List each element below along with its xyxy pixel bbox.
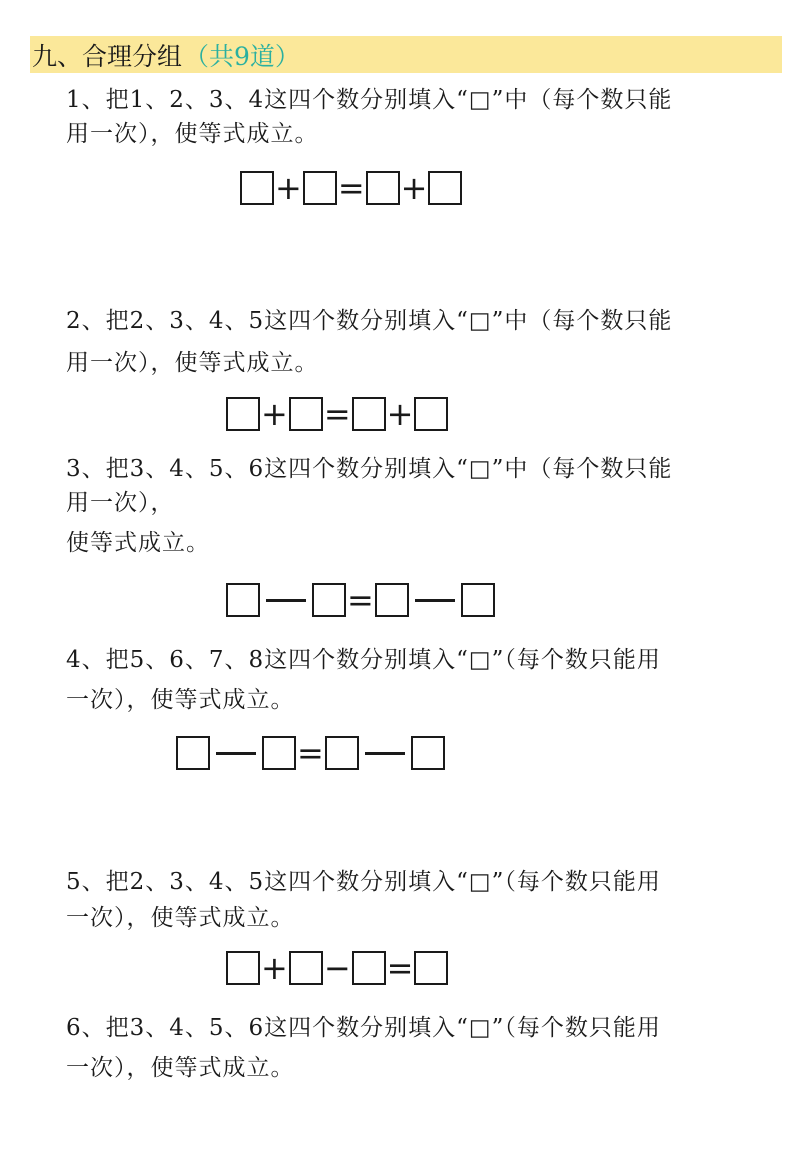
equals-sign: =: [386, 949, 414, 987]
section-title: 九、合理分组: [32, 41, 183, 71]
equation-2: [226, 394, 448, 434]
question-2-line-1: 2、把2、3、4、5这四个数分别填入“□”中（每个数只能: [66, 308, 673, 334]
answer-box[interactable]: [240, 171, 274, 205]
question-3-line-2: 用一次），: [66, 490, 175, 516]
question-5: [66, 864, 756, 936]
equation-4: [176, 733, 445, 773]
answer-box[interactable]: [366, 171, 400, 205]
plus-sign: +: [386, 395, 414, 433]
question-3-line-3: 使等式成立。: [66, 530, 210, 556]
minus-sign: [264, 599, 308, 602]
equation-3: [226, 580, 495, 620]
question-1-line-2: 用一次），使等式成立。: [66, 121, 319, 147]
answer-box[interactable]: [289, 397, 323, 431]
minus-sign: [363, 752, 407, 755]
answer-box[interactable]: [312, 583, 346, 617]
question-3-line-1: 3、把3、4、5、6这四个数分别填入“□”中（每个数只能: [66, 456, 673, 482]
answer-box[interactable]: [461, 583, 495, 617]
equals-sign: =: [347, 581, 374, 619]
question-3: [66, 452, 756, 560]
equation-1: [240, 168, 462, 208]
answer-box[interactable]: [375, 583, 409, 617]
question-1: [66, 83, 756, 151]
section-count: （共9道）: [184, 41, 300, 71]
answer-box[interactable]: [226, 397, 260, 431]
answer-box[interactable]: [289, 951, 323, 985]
answer-box[interactable]: [352, 397, 386, 431]
question-5-line-1: 5、把2、3、4、5这四个数分别填入“□”（每个数只能用: [66, 869, 661, 895]
plus-sign: +: [400, 169, 428, 207]
plus-sign: +: [275, 169, 302, 207]
answer-box[interactable]: [352, 951, 386, 985]
question-6-line-1: 6、把3、4、5、6这四个数分别填入“□”（每个数只能用: [66, 1015, 661, 1041]
answer-box[interactable]: [226, 583, 260, 617]
section-header: [30, 36, 782, 73]
answer-box[interactable]: [325, 736, 359, 770]
question-2-line-2: 用一次），使等式成立。: [66, 350, 319, 376]
equation-5: [226, 948, 448, 988]
answer-box[interactable]: [226, 951, 260, 985]
answer-box[interactable]: [262, 736, 296, 770]
minus-sign: −: [323, 949, 351, 987]
question-4-line-1: 4、把5、6、7、8这四个数分别填入“□”（每个数只能用: [66, 647, 661, 673]
question-1-line-1: 1、把1、2、3、4这四个数分别填入“□”中（每个数只能: [66, 87, 673, 113]
question-5-line-2: 一次），使等式成立。: [66, 905, 295, 931]
question-6: [66, 1008, 756, 1088]
equals-sign: =: [323, 395, 351, 433]
answer-box[interactable]: [414, 951, 448, 985]
plus-sign: +: [261, 949, 288, 987]
minus-sign: [214, 752, 258, 755]
answer-box[interactable]: [414, 397, 448, 431]
question-6-line-2: 一次），使等式成立。: [66, 1055, 295, 1081]
answer-box[interactable]: [428, 171, 462, 205]
answer-box[interactable]: [411, 736, 445, 770]
answer-box[interactable]: [303, 171, 337, 205]
answer-box[interactable]: [176, 736, 210, 770]
minus-sign: [413, 599, 457, 602]
plus-sign: +: [261, 395, 288, 433]
question-4-line-2: 一次），使等式成立。: [66, 687, 295, 713]
equals-sign: =: [297, 734, 324, 772]
question-2: [66, 300, 756, 384]
equals-sign: =: [337, 169, 365, 207]
question-4: [66, 640, 756, 720]
